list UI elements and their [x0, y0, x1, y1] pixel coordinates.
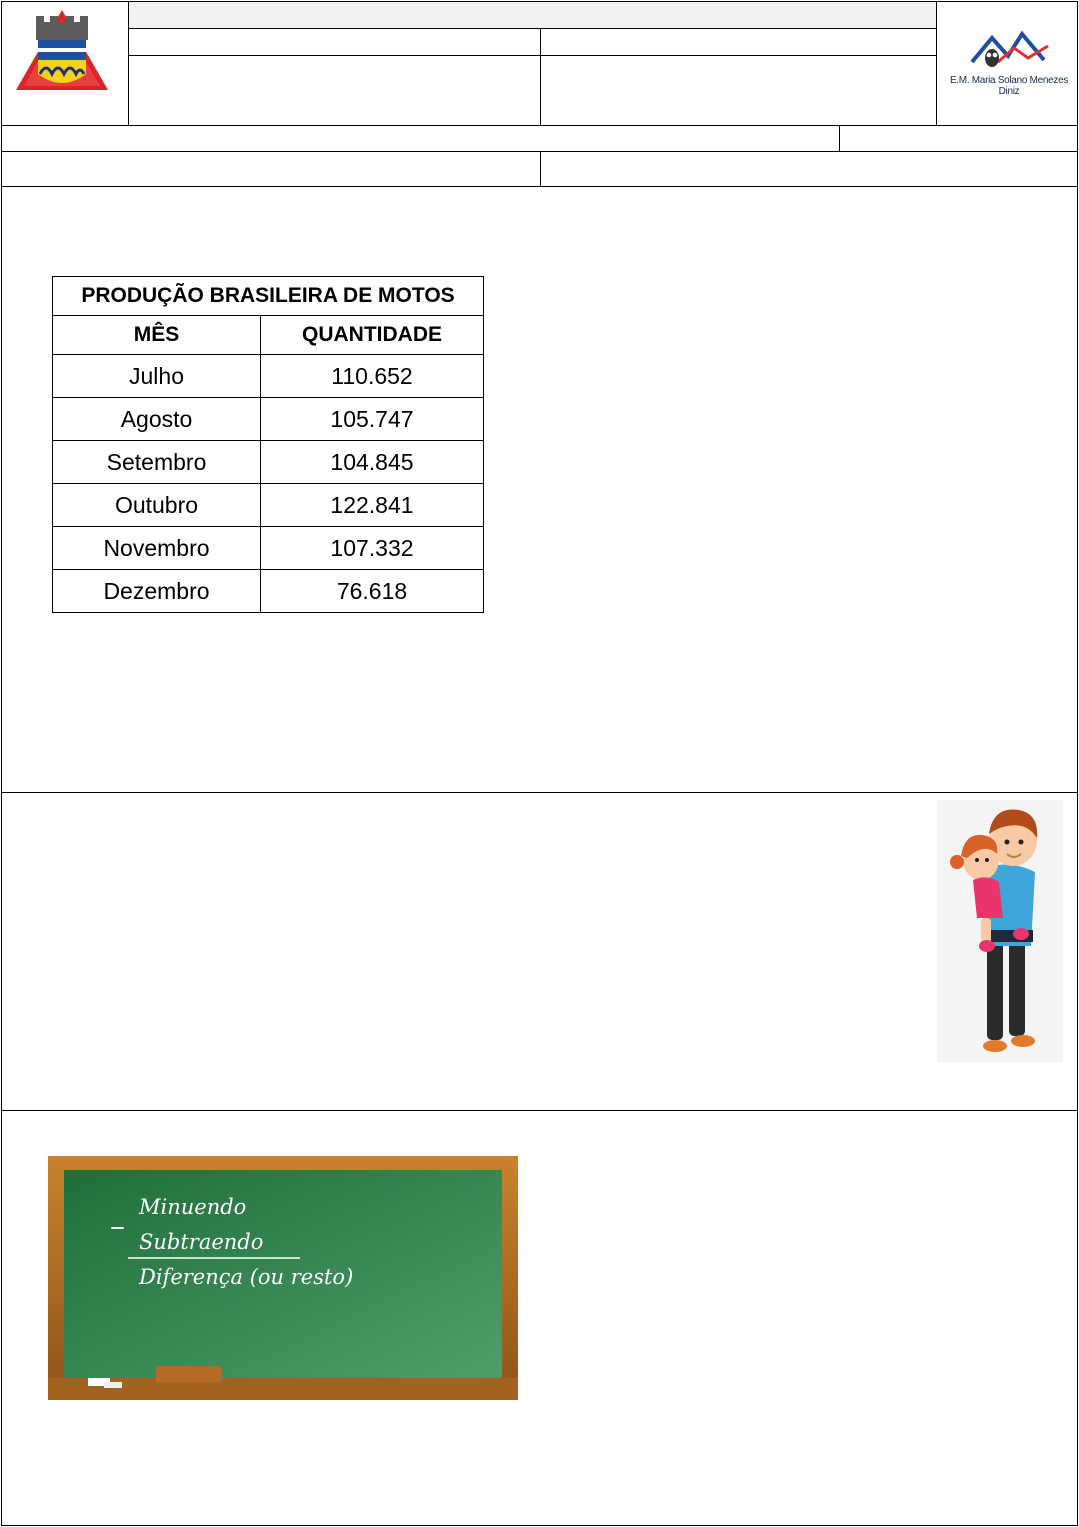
divider — [540, 151, 541, 186]
table-row — [53, 355, 484, 398]
table-row — [53, 527, 484, 570]
cell-month: Dezembro — [53, 570, 261, 613]
section-illustration — [1, 792, 1078, 1111]
divider — [839, 125, 840, 151]
table-row — [53, 441, 484, 484]
cell-month: Outubro — [53, 484, 261, 527]
cell-quantity: 110.652 — [261, 355, 484, 398]
city-coat-of-arms-icon — [14, 8, 110, 92]
header-title-bar — [129, 2, 936, 28]
cell-month: Setembro — [53, 441, 261, 484]
cell-month: Agosto — [53, 398, 261, 441]
school-owl-mountains-logo — [968, 28, 1054, 76]
table-title: PRODUÇÃO BRASILEIRA DE MOTOS — [53, 277, 484, 316]
divider — [540, 28, 541, 126]
school-name: E.M. Maria Solano Menezes Diniz — [949, 75, 1069, 97]
father-holding-daughter-icon — [937, 800, 1063, 1062]
cell-quantity: 122.841 — [261, 484, 484, 527]
chalk-line-minuendo: Minuendo — [139, 1195, 247, 1219]
cell-month: Novembro — [53, 527, 261, 570]
cell-quantity: 107.332 — [261, 527, 484, 570]
divider — [128, 55, 936, 56]
chalk-line-difference: Diferença (ou resto) — [139, 1265, 354, 1289]
minus-sign: – — [110, 1209, 125, 1244]
column-header-quantity: QUANTIDADE — [261, 316, 484, 355]
divider — [936, 1, 937, 126]
column-header-month: MÊS — [53, 316, 261, 355]
divider — [128, 28, 936, 29]
cell-quantity: 104.845 — [261, 441, 484, 484]
table-row — [53, 570, 484, 613]
cell-quantity: 76.618 — [261, 570, 484, 613]
cell-quantity: 105.747 — [261, 398, 484, 441]
divider — [1, 125, 1078, 126]
cell-month: Julho — [53, 355, 261, 398]
motorcycle-production-table — [52, 276, 484, 613]
table-row — [53, 484, 484, 527]
table-row — [53, 398, 484, 441]
chalk-line-subtraendo: Subtraendo — [139, 1230, 264, 1254]
